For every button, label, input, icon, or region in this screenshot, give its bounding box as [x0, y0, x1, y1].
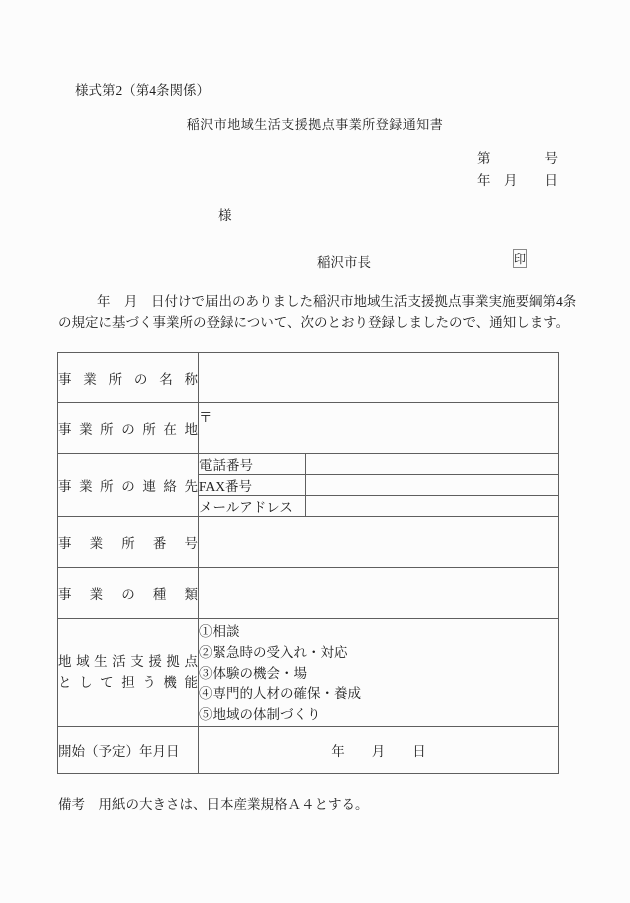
- function-item-3: ③体験の機会・場: [199, 665, 307, 681]
- reference-block: [477, 148, 558, 192]
- addressee-honorific: 様: [218, 208, 232, 223]
- body-paragraph: [58, 291, 583, 333]
- phone-field-label: 電話番号: [199, 454, 306, 475]
- table-row-business-type: [58, 568, 559, 619]
- office-number-label: 事業所番号: [58, 517, 199, 568]
- sender-title: 稲沢市長: [317, 255, 371, 270]
- start-date-value: 年 月 日: [199, 726, 559, 773]
- body-line-1: 年 月 日付けで届出のありました稲沢市地域生活支援拠点事業実施要綱第4条: [97, 294, 577, 309]
- function-item-1: ①相談: [199, 624, 240, 639]
- registration-table: [57, 352, 559, 774]
- table-row-contact-phone: [58, 454, 559, 475]
- office-name-value: [199, 353, 559, 403]
- table-row-office-number: [58, 517, 559, 568]
- email-field-value: [306, 496, 559, 517]
- remarks-note: 備考 用紙の大きさは、日本産業規格Ａ４とする。: [58, 797, 369, 812]
- reference-number-line: 第 号: [477, 151, 558, 166]
- office-name-label: 事業所の名称: [58, 353, 199, 403]
- office-address-value: 〒: [199, 403, 559, 454]
- table-row-start-date: [58, 726, 559, 773]
- table-row-office-address: [58, 403, 559, 454]
- phone-field-value: [306, 454, 559, 475]
- fax-field-value: [306, 475, 559, 496]
- email-field-label: メールアドレス: [199, 496, 306, 517]
- function-item-4: ④専門的人材の確保・養成: [199, 686, 361, 702]
- functions-label-line-2: として担う機能: [58, 675, 198, 691]
- table-row-functions: [58, 619, 559, 727]
- office-number-value: [199, 517, 559, 568]
- functions-label-line-1: 地域生活支援拠点: [58, 654, 198, 670]
- functions-list: [199, 622, 558, 726]
- seal-label: 印: [514, 251, 527, 266]
- function-item-2: ②緊急時の受入れ・対応: [199, 644, 348, 660]
- functions-label: [58, 619, 199, 727]
- seal-box: [513, 249, 527, 268]
- functions-value: [199, 619, 559, 727]
- office-contact-label: 事業所の連絡先: [58, 454, 199, 517]
- document-title: 稲沢市地域生活支援拠点事業所登録通知書: [186, 117, 444, 132]
- office-address-label: 事業所の所在地: [58, 403, 199, 454]
- start-date-label: 開始（予定）年月日: [58, 726, 199, 773]
- business-type-value: [199, 568, 559, 619]
- function-item-5: ⑤地域の体制づくり: [199, 707, 321, 723]
- body-line-2: の規定に基づく事業所の登録について、次のとおり登録しましたので、通知します。: [58, 315, 570, 330]
- reference-date-line: 年 月 日: [477, 173, 558, 188]
- business-type-label: 事業の種類: [58, 568, 199, 619]
- table-row-office-name: [58, 353, 559, 403]
- fax-field-label: FAX番号: [199, 475, 306, 496]
- form-number: 様式第2（第4条関係）: [75, 83, 210, 98]
